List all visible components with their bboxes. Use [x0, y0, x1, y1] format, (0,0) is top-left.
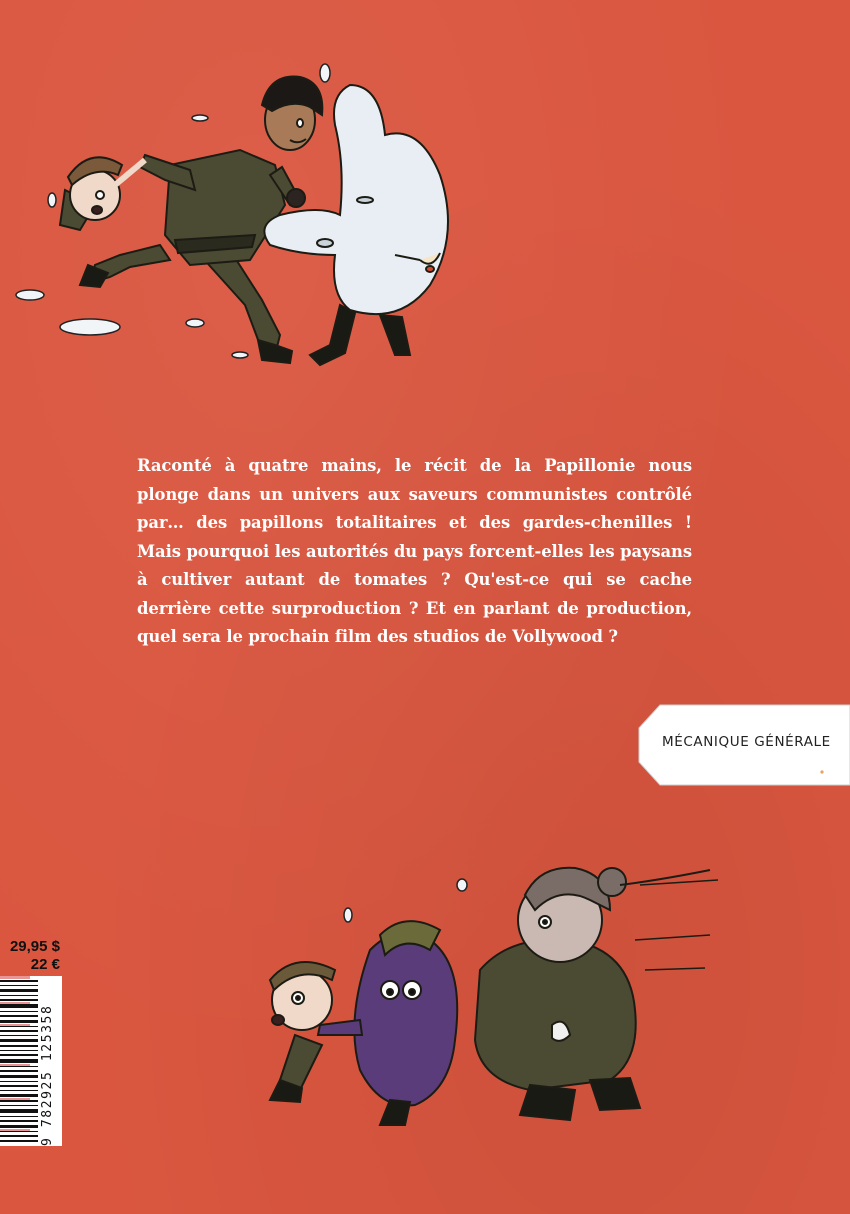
isbn-digits: 9 782925 125358	[40, 1004, 55, 1146]
illustration-bottom	[240, 840, 730, 1130]
collection-tab	[638, 704, 850, 786]
price-eur: 22 €	[30, 956, 60, 973]
isbn-barcode	[0, 976, 62, 1146]
back-cover-blurb: Raconté à quatre mains, le récit de la Papillonie nous plonge dans un univers aux saveurs communistes contrôlé par… des papillons totalitaires et des gardes-chenilles ! Mais pourquoi les autorités du pays forcent-elles les paysans à cultiver autant de tomates ? Qu'est-ce qui se cache derrière cette surproduction ? Et en parlant de production, quel sera le prochain film des studios de Vollywood ?	[137, 456, 692, 646]
collection-label: MÉCANIQUE GÉNÉRALE	[662, 734, 831, 750]
illustration-top	[0, 55, 480, 375]
price-cad: 29,95 $	[9, 938, 60, 955]
